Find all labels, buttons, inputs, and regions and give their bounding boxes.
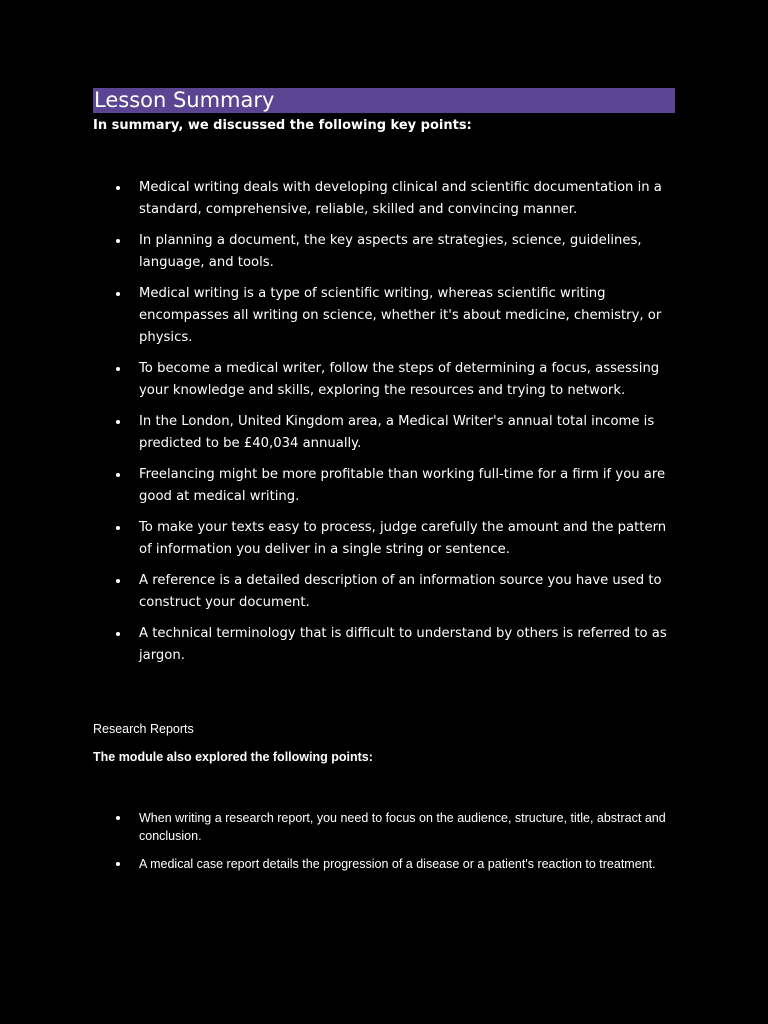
list-item: A medical case report details the progression of a disease or a patient's reaction to treatment. xyxy=(93,855,675,873)
list-item: When writing a research report, you need to focus on the audience, structure, title, abstract and conclusion. xyxy=(93,809,675,845)
list-item: Medical writing deals with developing clinical and scientific documentation in a standard, comprehensive, reliable, skilled and convincing manner. xyxy=(93,177,675,221)
module-points-list xyxy=(93,809,675,873)
list-item: Freelancing might be more profitable than working full-time for a firm if you are good at medical writing. xyxy=(93,464,675,508)
list-item: To become a medical writer, follow the steps of determining a focus, assessing your knowledge and skills, exploring the resources and trying to network. xyxy=(93,358,675,402)
key-points-list xyxy=(93,177,675,667)
module-intro: The module also explored the following points: xyxy=(93,750,373,764)
summary-intro: In summary, we discussed the following key points: xyxy=(93,118,472,133)
list-item: Medical writing is a type of scientific writing, whereas scientific writing encompasses all writing on science, whether it's about medicine, chemistry, or physics. xyxy=(93,283,675,349)
lesson-summary-title: Lesson Summary xyxy=(93,88,675,113)
list-item: To make your texts easy to process, judge carefully the amount and the pattern of information you deliver in a single string or sentence. xyxy=(93,517,675,561)
list-item: A technical terminology that is difficult to understand by others is referred to as jargon. xyxy=(93,623,675,667)
list-item: A reference is a detailed description of an information source you have used to construct your document. xyxy=(93,570,675,614)
list-item: In planning a document, the key aspects are strategies, science, guidelines, language, and tools. xyxy=(93,230,675,274)
document-page xyxy=(93,88,675,883)
research-reports-heading: Research Reports xyxy=(93,722,194,736)
list-item: In the London, United Kingdom area, a Medical Writer's annual total income is predicted to be £40,034 annually. xyxy=(93,411,675,455)
